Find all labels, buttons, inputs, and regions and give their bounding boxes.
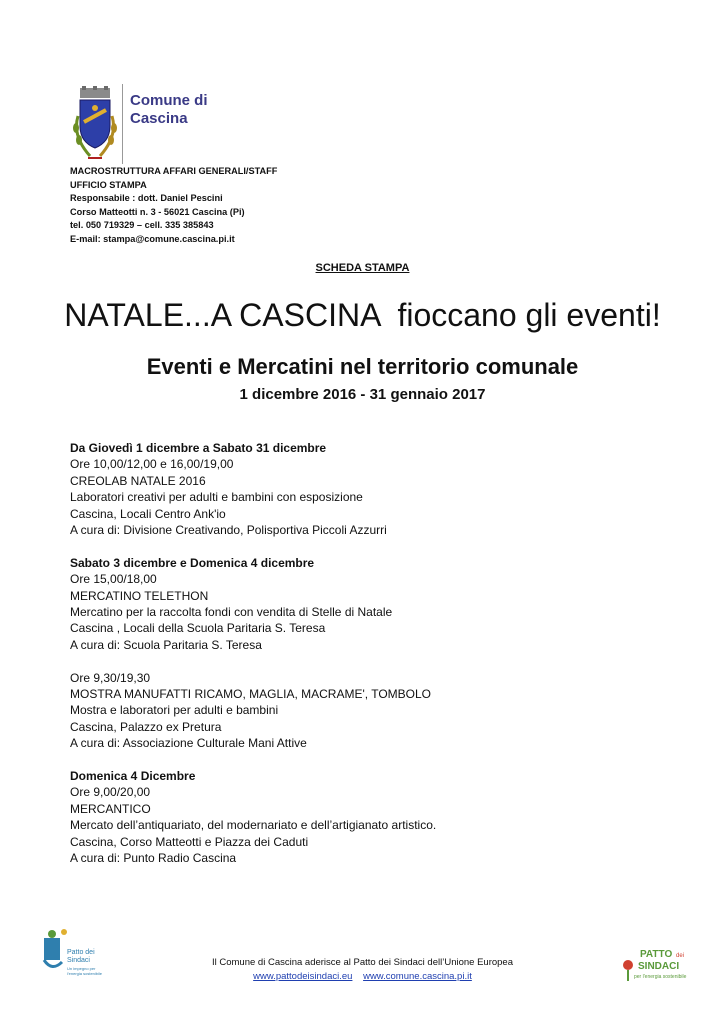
footer xyxy=(0,956,725,984)
logo-right-line3: SINDACI xyxy=(638,961,680,972)
event-location: Cascina, Palazzo ex Pretura xyxy=(70,719,222,734)
event-item xyxy=(70,440,670,538)
logo-left-tagline1: Un impegno per xyxy=(67,966,96,971)
event-name: MERCATINO TELETHON xyxy=(70,588,209,603)
footer-statement: Il Comune di Cascina aderisce al Patto dei Sindaci dell’Unione Europea xyxy=(211,957,513,968)
page-subtitle: Eventi e Mercatini nel territorio comunale xyxy=(146,354,579,379)
comune-name xyxy=(130,92,250,128)
office-line: MACROSTRUTTURA AFFARI GENERALI/STAFF xyxy=(70,166,278,176)
event-organizer: A cura di: Associazione Culturale Mani Attive xyxy=(70,736,307,751)
header-divider xyxy=(122,84,123,164)
event-time: Ore 9,00/20,00 xyxy=(70,785,151,800)
office-line: Responsabile : dott. Daniel Pescini xyxy=(70,193,223,203)
event-name: CREOLAB NATALE 2016 xyxy=(70,473,206,488)
patto-sindaci-link[interactable]: www.pattodeisindaci.eu xyxy=(253,971,353,982)
event-time: Ore 10,00/12,00 e 16,00/19,00 xyxy=(70,457,234,472)
event-location: Cascina, Corso Matteotti e Piazza dei Caduti xyxy=(70,834,309,849)
event-time: Ore 9,30/19,30 xyxy=(70,670,151,685)
office-line: E-mail: stampa@comune.cascina.pi.it xyxy=(70,233,235,244)
logo-left-line1: Patto dei xyxy=(67,949,95,956)
document-type-label: SCHEDA STAMPA xyxy=(315,262,410,274)
events-list xyxy=(70,440,670,883)
logo-right-line2: dei xyxy=(676,953,685,959)
event-item xyxy=(70,555,670,653)
comune-website-link[interactable]: www.comune.cascina.pi.it xyxy=(363,971,472,982)
office-line: tel. 050 719329 – cell. 335 385843 xyxy=(70,220,214,230)
event-description: Laboratori creativi per adulti e bambini con esposizione xyxy=(70,490,363,505)
comune-name-line1: Comune di xyxy=(130,92,208,109)
logo-right-tagline: per l'energia sostenibile xyxy=(634,974,687,980)
logo-right-line1: PATTO xyxy=(640,949,673,960)
event-item xyxy=(70,670,670,752)
coat-of-arms-logo xyxy=(70,86,120,164)
event-description: Mercato dell’antiquariato, del modernariato e dell’artigianato artistico. xyxy=(70,818,437,833)
logo-left-tagline2: l'energia sostenibile xyxy=(67,971,103,976)
event-organizer: A cura di: Divisione Creativando, Polisportiva Piccoli Azzurri xyxy=(70,523,387,538)
event-date: Domenica 4 Dicembre xyxy=(70,769,196,784)
event-organizer: A cura di: Punto Radio Cascina xyxy=(70,851,237,866)
event-time: Ore 15,00/18,00 xyxy=(70,572,157,587)
event-description: Mercatino per la raccolta fondi con vendita di Stelle di Natale xyxy=(70,605,393,620)
event-organizer: A cura di: Scuola Paritaria S. Teresa xyxy=(70,637,262,652)
event-date: Sabato 3 dicembre e Domenica 4 dicembre xyxy=(70,555,315,570)
patto-dei-sindaci-logo xyxy=(618,945,690,985)
office-line: UFFICIO STAMPA xyxy=(70,179,147,190)
event-location: Cascina , Locali della Scuola Paritaria S. Teresa xyxy=(70,621,326,636)
comune-name-line2: Cascina xyxy=(130,110,188,127)
footer-links xyxy=(0,970,725,984)
office-contact-block xyxy=(70,165,390,246)
event-location: Cascina, Locali Centro Ank'io xyxy=(70,506,226,521)
office-line: Corso Matteotti n. 3 - 56021 Cascina (Pi) xyxy=(70,206,245,217)
event-period: 1 dicembre 2016 - 31 gennaio 2017 xyxy=(239,386,486,403)
event-name: MERCANTICO xyxy=(70,801,151,816)
page-title: NATALE...A CASCINA fioccano gli eventi! xyxy=(64,297,661,333)
event-date: Da Giovedì 1 dicembre a Sabato 31 dicembre xyxy=(70,441,327,455)
event-item xyxy=(70,768,670,866)
event-description: Mostra e laboratori per adulti e bambini xyxy=(70,703,279,718)
event-name: MOSTRA MANUFATTI RICAMO, MAGLIA, MACRAME', TOMBOLO xyxy=(70,687,431,702)
logo-left-line2: Sindaci xyxy=(67,957,90,964)
